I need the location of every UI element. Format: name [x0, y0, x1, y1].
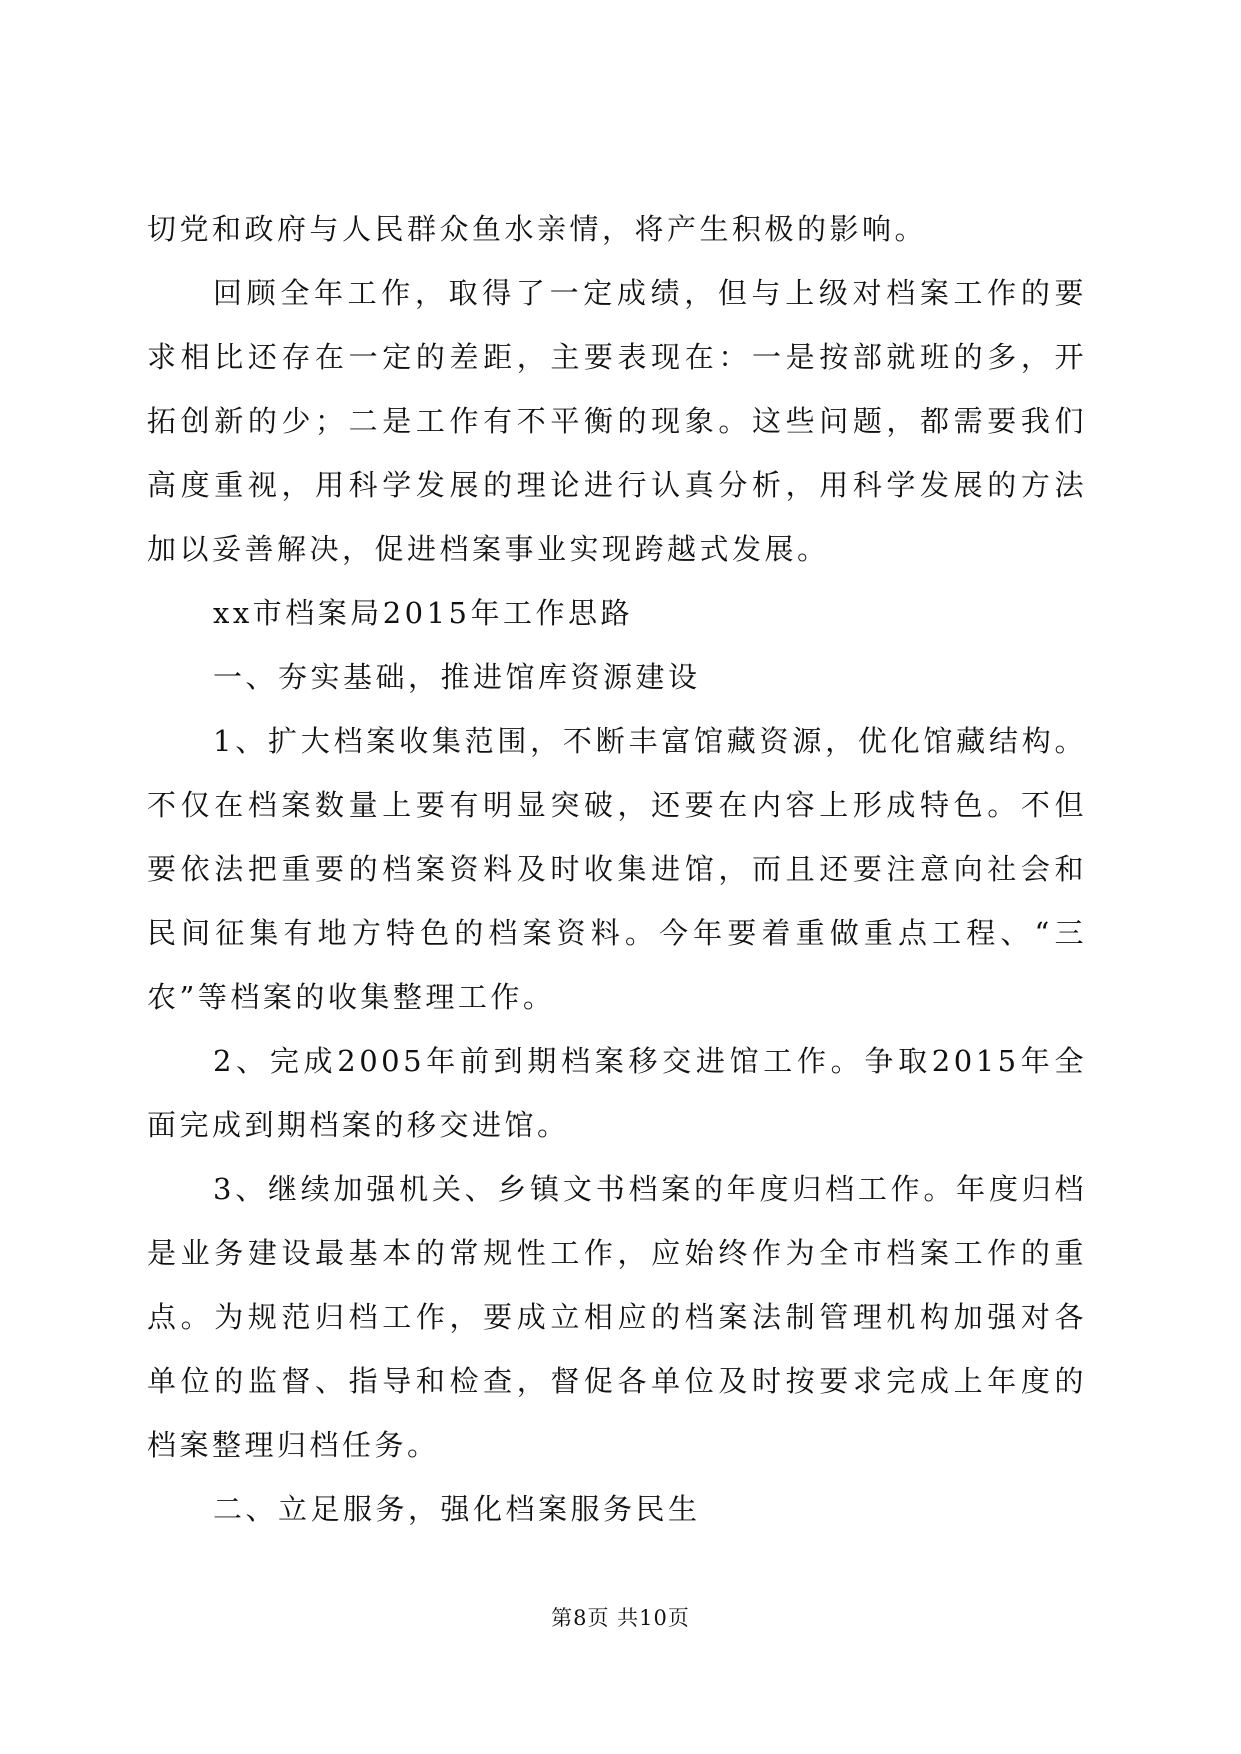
page-number-footer: 第8页 共10页: [551, 1606, 690, 1630]
section-heading-1: 一、夯实基础，推进馆库资源建设: [213, 660, 701, 694]
document-body: [147, 197, 1087, 1541]
paragraph-item-2: 2、完成2005年前到期档案移交进馆工作。争取2015年全面完成到期档案的移交进馆。: [147, 1044, 1087, 1142]
paragraph-1: 切党和政府与人民群众鱼水亲情，将产生积极的影响。: [147, 212, 928, 246]
paragraph-item-1: 1、扩大档案收集范围，不断丰富馆藏资源，优化馆藏结构。不仅在档案数量上要有明显突破，还要在内容上形成特色。不但要依法把重要的档案资料及时收集进馆，而且还要注意向社会和民间征集有地方特色的档案资料。今年要着重做重点工程、“三农”等档案的收集整理工作。: [147, 724, 1087, 1014]
paragraph-item-3: 3、继续加强机关、乡镇文书档案的年度归档工作。年度归档是业务建设最基本的常规性工作，应始终作为全市档案工作的重点。为规范归档工作，要成立相应的档案法制管理机构加强对各单位的监督、指导和检查，督促各单位及时按要求完成上年度的档案整理归档任务。: [147, 1172, 1087, 1462]
section-heading-2: 二、立足服务，强化档案服务民生: [213, 1492, 701, 1526]
paragraph-2: 回顾全年工作，取得了一定成绩，但与上级对档案工作的要求相比还存在一定的差距，主要表现在：一是按部就班的多，开拓创新的少；二是工作有不平衡的现象。这些问题，都需要我们高度重视，用科学发展的理论进行认真分析，用科学发展的方法加以妥善解决，促进档案事业实现跨越式发展。: [147, 276, 1087, 566]
section-heading-work-plan: xx市档案局2015年工作思路: [213, 596, 634, 630]
